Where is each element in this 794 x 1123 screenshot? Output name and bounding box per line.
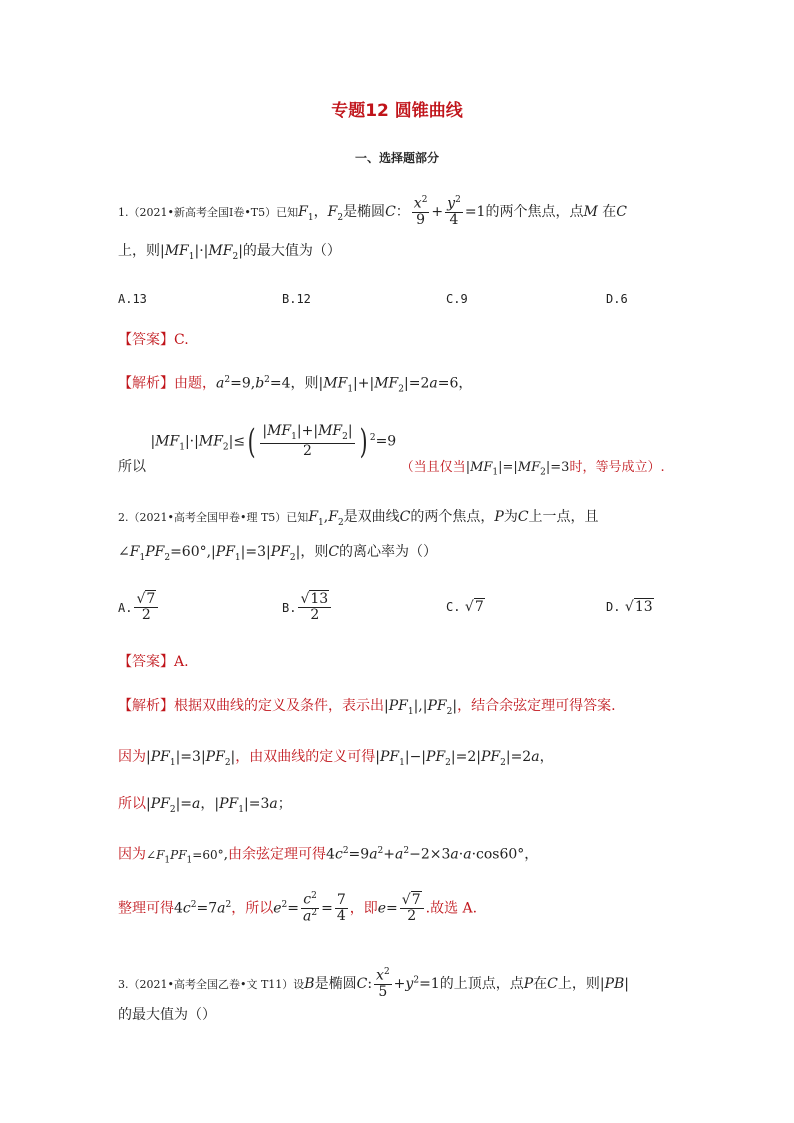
question-1-option-a: A.13 bbox=[118, 292, 147, 306]
question-2-analysis-1: 【解析】根据双曲线的定义及条件，表示出$|PF_1|,|PF_2|$，结合余弦定理可得答案. bbox=[118, 698, 616, 717]
question-1-answer: 【答案】C. bbox=[118, 332, 189, 348]
question-3-line-1: 3.（2021•高考全国乙卷•文 T11）设B是椭圆C: $\frac{x^2}{5}$ $+y^2=1$的上顶点，点P在C上，则|PB| bbox=[118, 967, 629, 1001]
question-2-option-b: B. $\frac{√13}{2}$ bbox=[282, 592, 333, 624]
question-1-option-b: B.12 bbox=[282, 292, 311, 306]
section-heading: 一、选择题部分 bbox=[354, 151, 439, 165]
question-2-option-d: D. √13 bbox=[606, 599, 653, 615]
question-1-line-1: 1.（2021•新高考全国Ⅰ卷•T5）已知$F_1$，$F_2$是椭圆C： $\frac{x^2}{9}$ + $\frac{y^2}{4}$ =1的两个焦点，点M 在C bbox=[118, 195, 627, 229]
question-2-option-a: A. $\frac{√7}{2}$ bbox=[118, 592, 160, 624]
question-2-answer: 【答案】A. bbox=[118, 654, 189, 670]
question-2-analysis-3: 所以$|PF_2|=a$，$|PF_1|=3a$； bbox=[118, 796, 292, 815]
page-title: 专题12 圆锥曲线 bbox=[331, 101, 463, 121]
question-2-analysis-5: 整理可得$4c^2=7a^2$，所以$e^2=$ $\frac{c^2}{a^2}$ = $\frac{7}{4}$ ，即e= $\frac{√7}{2}$ .故选 A. bbox=[118, 891, 478, 925]
question-2-line-2: $\angle F_1PF_2=60^\circ,|PF_1|=3|PF_2|$，则C的离心率为（） bbox=[118, 544, 438, 563]
question-1-line-2: 上，则$|MF_1|\cdot|MF_2|$的最大值为（） bbox=[118, 243, 341, 262]
question-2-analysis-4: 因为$\angle F_1PF_1=60^\circ$,由余弦定理可得$4c^2=9a^2+a^2-2\times 3a\cdot a\cdot\cos 60^\circ$， bbox=[118, 846, 539, 866]
question-2-line-1: 2.（2021•高考全国甲卷•理 T5）已知$F_1,F_2$是双曲线C的两个焦点，P为C上一点，且 bbox=[118, 509, 599, 528]
question-2-option-c: C. √7 bbox=[446, 599, 484, 615]
question-1-analysis-2: 所以 $|MF_1|\cdot|MF_2|\le$( $\frac{|MF_1|+|MF_2|}{2}$ ) $^2$=9 （当且仅当$|MF_1|=|MF_2|=3$时，等号成立）. bbox=[118, 421, 665, 478]
question-1-analysis-1: 【解析】由题，$a^2=9,b^2=4$，则$|MF_1|+|MF_2|=2a=6$， bbox=[118, 375, 473, 395]
question-1-option-c: C.9 bbox=[446, 292, 468, 306]
question-2-analysis-2: 因为$|PF_1|=3|PF_2|$，由双曲线的定义可得$|PF_1|-|PF_2|=2|PF_2|=2a$， bbox=[118, 749, 554, 768]
question-1-option-d: D.6 bbox=[606, 292, 628, 306]
question-3-line-2: 的最大值为（） bbox=[118, 1007, 216, 1023]
